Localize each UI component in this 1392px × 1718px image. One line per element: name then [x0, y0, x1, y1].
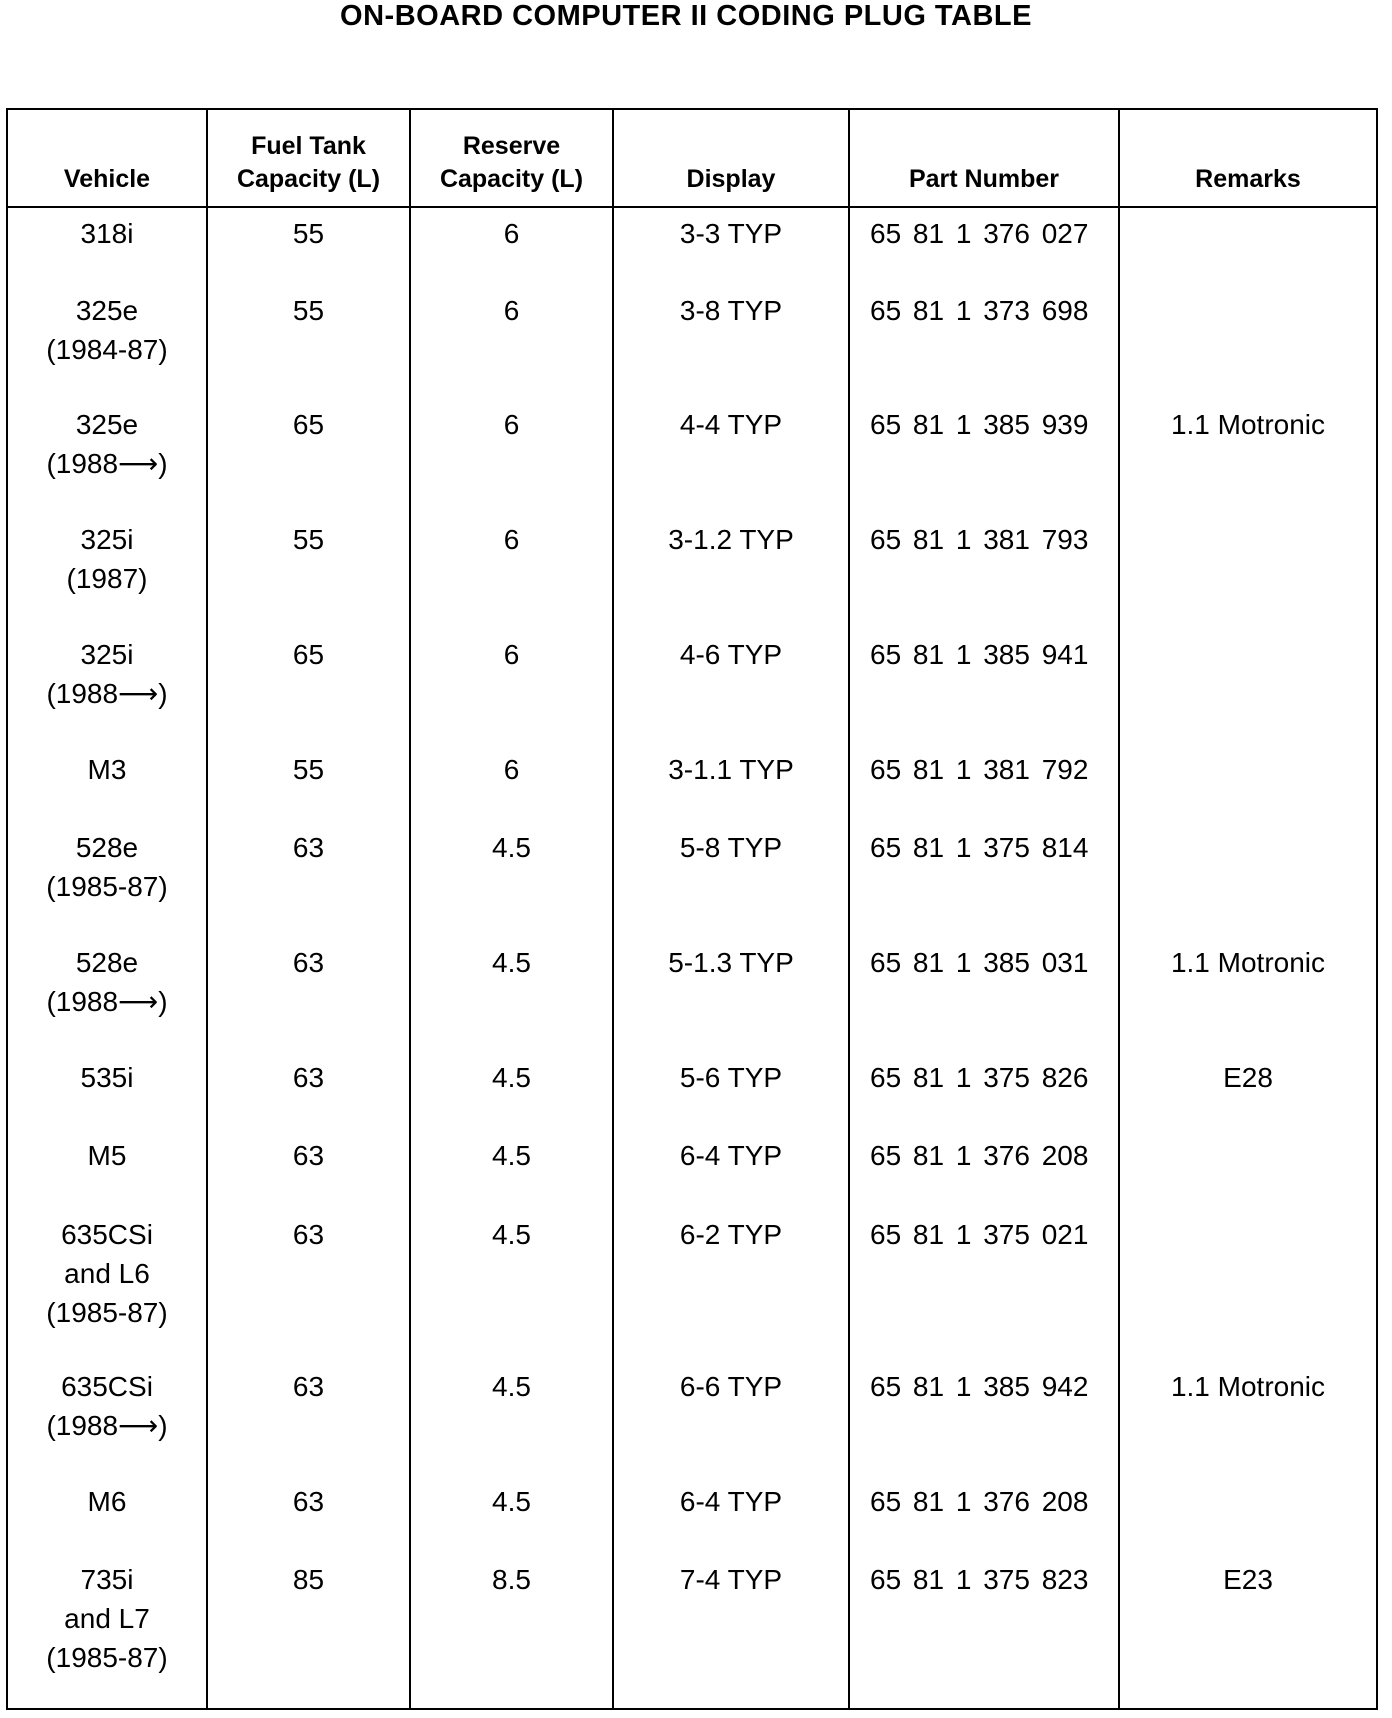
header-fuel-tank-capacity: Fuel Tank Capacity (L): [207, 109, 410, 207]
cell-reserve-capacity: 4.5: [410, 1052, 613, 1130]
cell-remarks: [1119, 514, 1377, 629]
cell-remarks: 1.1 Motronic: [1119, 937, 1377, 1052]
cell-reserve-capacity: 4.5: [410, 1130, 613, 1208]
cell-reserve-capacity: 4.5: [410, 1361, 613, 1476]
cell-vehicle: 528e (1985-87): [7, 822, 207, 937]
cell-fuel-capacity: 55: [207, 285, 410, 399]
cell-display: 7-4 TYP: [613, 1554, 849, 1709]
cell-fuel-capacity: 63: [207, 1209, 410, 1361]
cell-display: 4-6 TYP: [613, 629, 849, 744]
cell-part-number: 65 81 1 375 021: [849, 1209, 1119, 1361]
cell-reserve-capacity: 6: [410, 207, 613, 285]
cell-reserve-capacity: 6: [410, 399, 613, 514]
cell-reserve-capacity: 6: [410, 514, 613, 629]
cell-remarks: [1119, 1130, 1377, 1208]
cell-display: 4-4 TYP: [613, 399, 849, 514]
header-remarks: Remarks: [1119, 109, 1377, 207]
cell-fuel-capacity: 63: [207, 1476, 410, 1554]
cell-reserve-capacity: 4.5: [410, 822, 613, 937]
table-row: [7, 207, 1377, 285]
table-row: [7, 399, 1377, 514]
cell-part-number: 65 81 1 375 823: [849, 1554, 1119, 1709]
cell-part-number: 65 81 1 375 814: [849, 822, 1119, 937]
cell-display: 3-8 TYP: [613, 285, 849, 399]
table-row: [7, 285, 1377, 399]
cell-reserve-capacity: 4.5: [410, 937, 613, 1052]
cell-display: 3-3 TYP: [613, 207, 849, 285]
header-row: [7, 109, 1377, 207]
header-part-number: Part Number: [849, 109, 1119, 207]
header-display: Display: [613, 109, 849, 207]
page-title: ON-BOARD COMPUTER II CODING PLUG TABLE: [340, 0, 1032, 32]
cell-part-number: 65 81 1 376 208: [849, 1476, 1119, 1554]
cell-display: 6-2 TYP: [613, 1209, 849, 1361]
cell-display: 6-6 TYP: [613, 1361, 849, 1476]
cell-part-number: 65 81 1 376 208: [849, 1130, 1119, 1208]
cell-part-number: 65 81 1 373 698: [849, 285, 1119, 399]
cell-remarks: [1119, 744, 1377, 822]
cell-remarks: 1.1 Motronic: [1119, 1361, 1377, 1476]
cell-display: 5-1.3 TYP: [613, 937, 849, 1052]
cell-vehicle: 325i (1988⟶): [7, 629, 207, 744]
table-body: [7, 207, 1377, 1709]
table-row: [7, 1476, 1377, 1554]
cell-fuel-capacity: 63: [207, 1361, 410, 1476]
table-row: [7, 514, 1377, 629]
cell-part-number: 65 81 1 385 939: [849, 399, 1119, 514]
cell-remarks: [1119, 1476, 1377, 1554]
cell-vehicle: 535i: [7, 1052, 207, 1130]
cell-display: 3-1.2 TYP: [613, 514, 849, 629]
cell-fuel-capacity: 55: [207, 514, 410, 629]
table-row: [7, 629, 1377, 744]
header-reserve-capacity: Reserve Capacity (L): [410, 109, 613, 207]
cell-vehicle: M6: [7, 1476, 207, 1554]
cell-fuel-capacity: 63: [207, 937, 410, 1052]
coding-plug-table: [6, 108, 1378, 1710]
cell-fuel-capacity: 65: [207, 399, 410, 514]
table-row: [7, 1130, 1377, 1208]
table-row: [7, 937, 1377, 1052]
table-row: [7, 744, 1377, 822]
cell-display: 5-6 TYP: [613, 1052, 849, 1130]
cell-vehicle: M5: [7, 1130, 207, 1208]
cell-remarks: [1119, 1209, 1377, 1361]
cell-part-number: 65 81 1 376 027: [849, 207, 1119, 285]
cell-part-number: 65 81 1 381 793: [849, 514, 1119, 629]
cell-reserve-capacity: 8.5: [410, 1554, 613, 1709]
cell-vehicle: 325e (1988⟶): [7, 399, 207, 514]
cell-part-number: 65 81 1 375 826: [849, 1052, 1119, 1130]
cell-reserve-capacity: 6: [410, 285, 613, 399]
cell-fuel-capacity: 65: [207, 629, 410, 744]
cell-vehicle: 318i: [7, 207, 207, 285]
table-row: [7, 1361, 1377, 1476]
table-row: [7, 1554, 1377, 1709]
cell-remarks: E28: [1119, 1052, 1377, 1130]
cell-display: 3-1.1 TYP: [613, 744, 849, 822]
cell-fuel-capacity: 63: [207, 822, 410, 937]
cell-vehicle: 528e (1988⟶): [7, 937, 207, 1052]
cell-vehicle: 325e (1984-87): [7, 285, 207, 399]
cell-vehicle: 325i (1987): [7, 514, 207, 629]
cell-vehicle: 735i and L7 (1985-87): [7, 1554, 207, 1709]
cell-part-number: 65 81 1 381 792: [849, 744, 1119, 822]
cell-vehicle: 635CSi (1988⟶): [7, 1361, 207, 1476]
cell-vehicle: 635CSi and L6 (1985-87): [7, 1209, 207, 1361]
table-row: [7, 1209, 1377, 1361]
cell-fuel-capacity: 63: [207, 1052, 410, 1130]
cell-remarks: [1119, 285, 1377, 399]
cell-reserve-capacity: 6: [410, 744, 613, 822]
table-row: [7, 1052, 1377, 1130]
cell-fuel-capacity: 55: [207, 207, 410, 285]
cell-display: 6-4 TYP: [613, 1476, 849, 1554]
cell-remarks: [1119, 207, 1377, 285]
cell-reserve-capacity: 6: [410, 629, 613, 744]
cell-remarks: [1119, 629, 1377, 744]
cell-reserve-capacity: 4.5: [410, 1209, 613, 1361]
header-vehicle: Vehicle: [7, 109, 207, 207]
cell-reserve-capacity: 4.5: [410, 1476, 613, 1554]
cell-part-number: 65 81 1 385 942: [849, 1361, 1119, 1476]
table-row: [7, 822, 1377, 937]
cell-display: 6-4 TYP: [613, 1130, 849, 1208]
cell-vehicle: M3: [7, 744, 207, 822]
cell-remarks: E23: [1119, 1554, 1377, 1709]
cell-fuel-capacity: 85: [207, 1554, 410, 1709]
cell-part-number: 65 81 1 385 031: [849, 937, 1119, 1052]
cell-fuel-capacity: 63: [207, 1130, 410, 1208]
cell-remarks: 1.1 Motronic: [1119, 399, 1377, 514]
cell-fuel-capacity: 55: [207, 744, 410, 822]
cell-remarks: [1119, 822, 1377, 937]
cell-part-number: 65 81 1 385 941: [849, 629, 1119, 744]
cell-display: 5-8 TYP: [613, 822, 849, 937]
